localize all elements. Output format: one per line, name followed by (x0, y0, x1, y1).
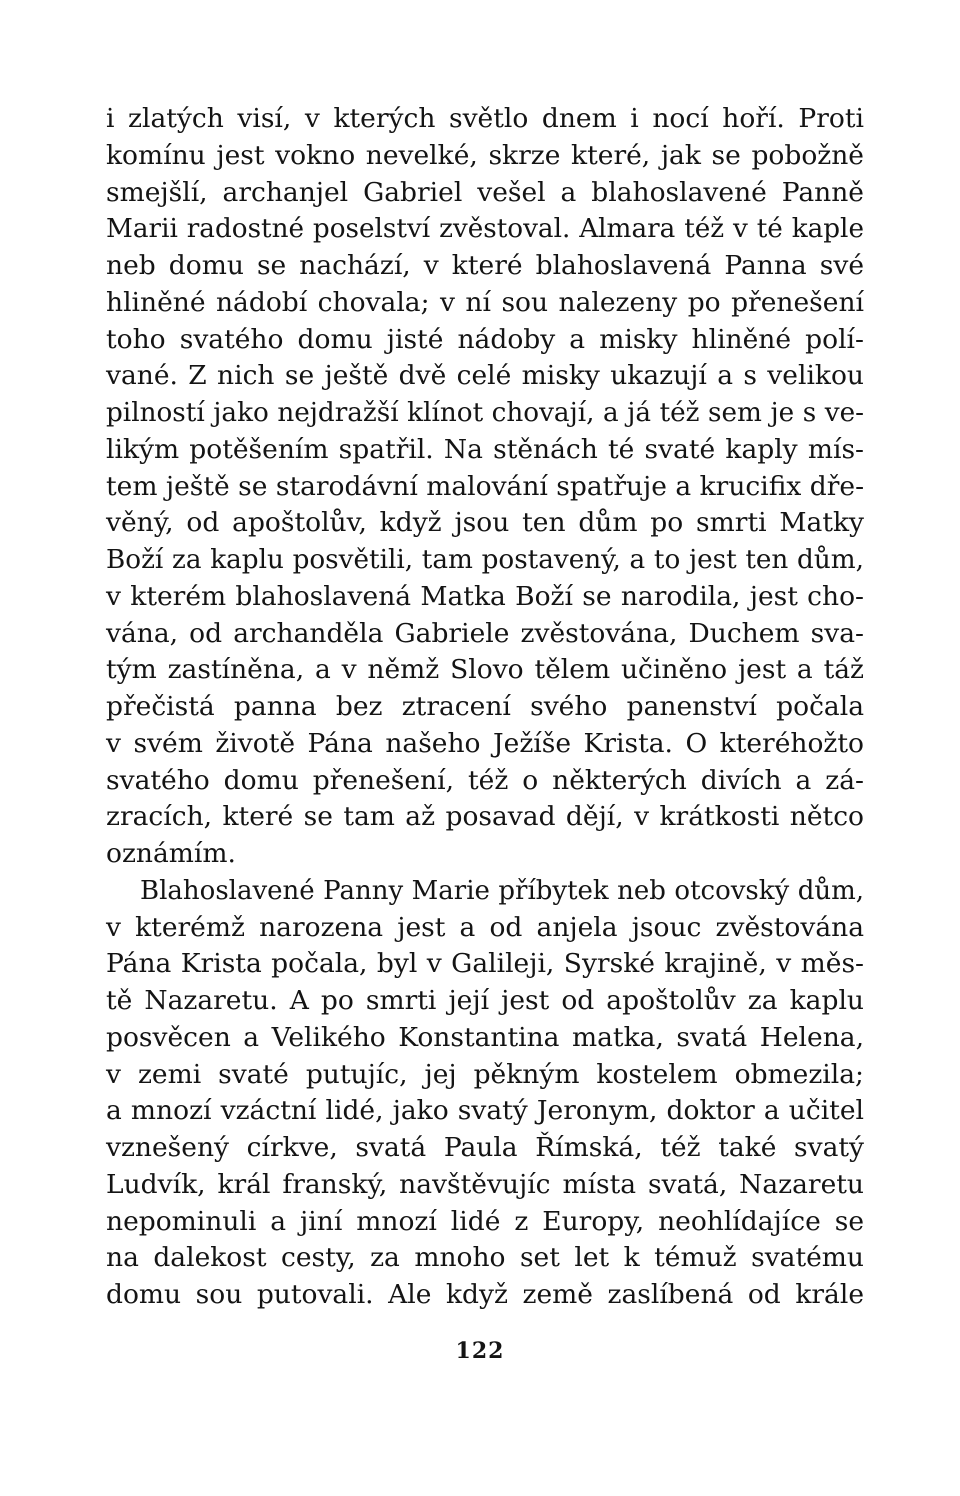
text-line: domu sou putovali. Ale když země zaslíbená od krále (106, 1279, 864, 1310)
text-line: přečistá panna bez ztracení svého panenství počala (106, 691, 864, 722)
text-line: likým potěšením spatřil. Na stěnách té svaté kaply mís- (106, 433, 864, 465)
text-line: vána, od archanděla Gabriele zvěstována, Duchem sva- (106, 617, 864, 649)
text-line: tem ještě se starodávní malování spatřuje a krucifix dře- (106, 470, 865, 502)
text-line: vané. Z nich se ještě dvě celé misky ukazují a s velikou (106, 360, 864, 392)
text-line: svatého domu přenešení, též o některých divích a zá- (106, 764, 864, 796)
text-line: posvěcen a Velikého Konstantina matka, svatá Helena, (106, 1021, 864, 1053)
text-line: v kterém blahoslavená Matka Boží se narodila, jest cho- (106, 580, 864, 612)
text-line: věný, od apoštolův, když jsou ten dům po smrti Matky (106, 507, 864, 539)
page-number: 122 (455, 1338, 505, 1364)
text-line: Ludvík, král franský, navštěvujíc místa svatá, Nazaretu (106, 1168, 864, 1200)
text-line: Pána Krista počala, byl v Galileji, Syrské krajině, v měs- (106, 948, 864, 980)
text-line: tě Nazaretu. A po smrti její jest od apoštolův za kaplu (106, 985, 864, 1016)
text-line: v zemi svaté putujíc, jej pěkným kostelem obmezila; (106, 1058, 864, 1090)
text-line: a mnozí vzáctní lidé, jako svatý Jeronym, doktor a učitel (106, 1095, 864, 1127)
text-line: Blahoslavené Panny Marie příbytek neb otcovský dům, (140, 875, 864, 906)
text-line: oznámím. (106, 838, 236, 869)
text-line: komínu jest vokno nevelké, skrze které, jak se pobožně (106, 139, 864, 171)
text-line: Boží za kaplu posvětili, tam postavený, a to jest ten dům, (106, 545, 864, 575)
text-line: na dalekost cesty, za mnoho set let k témuž svatému (106, 1242, 864, 1274)
text-line: pilností jako nejdražší klínot chovají, a já též sem je s ve- (106, 398, 864, 428)
text-line: neb domu se nachází, v které blahoslavená Panna své (106, 250, 864, 281)
body-text (106, 101, 864, 1314)
text-line: v kterémž narozena jest a od anjela jsouc zvěstována (106, 911, 864, 943)
text-line: zracích, které se tam až posavad dějí, v krátkosti nětco (106, 801, 864, 833)
text-line: nepominuli a jiní mnozí lidé z Europy, neohlídajíce se (106, 1205, 864, 1237)
text-line: tým zastíněna, a v němž Slovo tělem učiněno jest a táž (106, 654, 864, 686)
text-line: hliněné nádobí chovala; v ní sou nalezeny po přenešení (106, 286, 864, 318)
text-line: Marii radostné poselství zvěstoval. Almara též v té kaple (106, 214, 864, 245)
text-line: smejšlí, archanjel Gabriel vešel a blahoslavené Panně (106, 176, 864, 208)
text-line: vznešený církve, svatá Paula Římská, též také svatý (106, 1132, 864, 1163)
text-line: v svém životě Pána našeho Ježíše Krista. O kteréhožto (106, 727, 864, 759)
text-line: toho svatého domu jisté nádoby a misky hliněné polí- (106, 323, 864, 355)
text-line: i zlatých visí, v kterých světlo dnem i nocí hoří. Proti (106, 103, 864, 134)
